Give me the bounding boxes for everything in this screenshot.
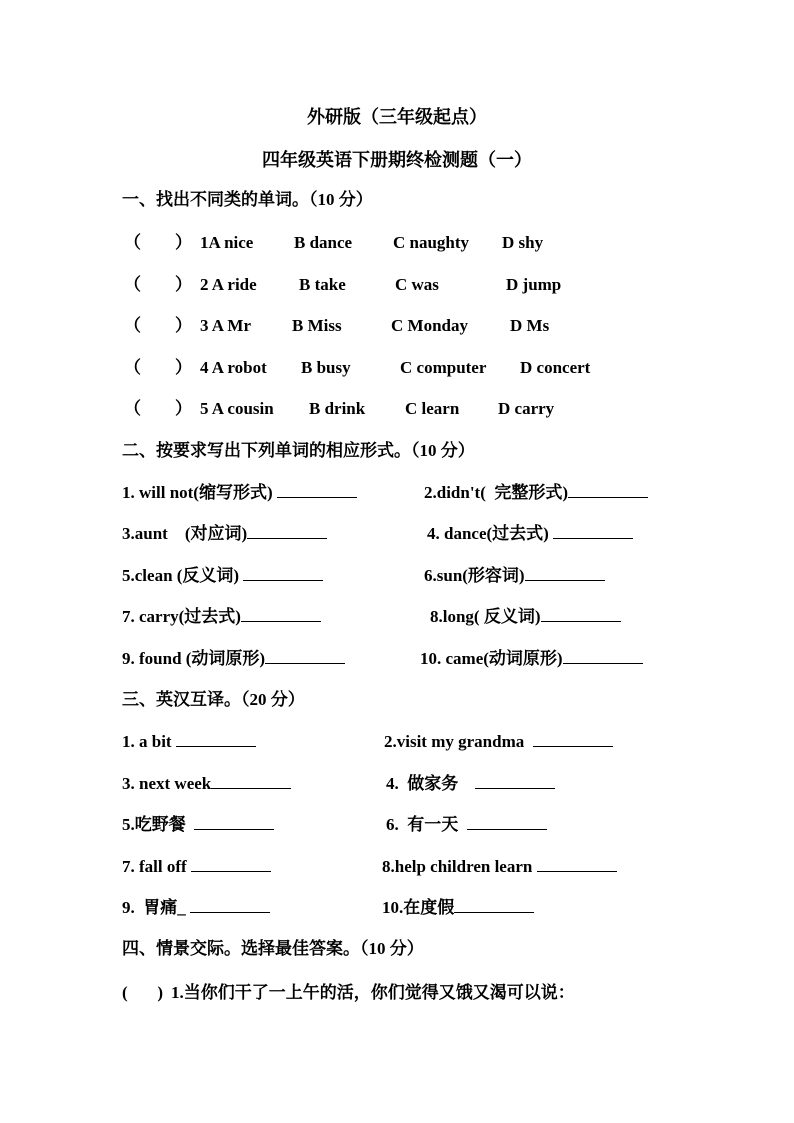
- question-left: [122, 774, 291, 794]
- option-d: D jump: [506, 275, 562, 294]
- question-left: [122, 566, 323, 586]
- section-3-heading: 三、英汉互译。（20 分）: [122, 690, 305, 709]
- question-right: [430, 607, 621, 627]
- answer-blank[interactable]: [475, 774, 555, 789]
- option-b: B take: [299, 275, 346, 294]
- option-d: D Ms: [510, 316, 550, 335]
- option-b: B dance: [294, 233, 353, 252]
- option-b: B Miss: [292, 316, 342, 335]
- question-text: 5.吃野餐: [122, 815, 195, 834]
- question-left: [122, 649, 345, 669]
- answer-paren[interactable]: （ ）: [124, 316, 192, 335]
- section-1-heading: 一、找出不同类的单词。（10 分）: [122, 190, 373, 209]
- answer-blank[interactable]: [541, 607, 621, 622]
- answer-paren[interactable]: （ ）: [124, 233, 192, 252]
- answer-blank[interactable]: [467, 815, 547, 830]
- answer-blank[interactable]: [525, 566, 605, 581]
- answer-blank[interactable]: [454, 898, 534, 913]
- question-left: [122, 732, 256, 752]
- question-text: 2.visit my grandma: [384, 732, 533, 751]
- answer-blank[interactable]: [563, 649, 643, 664]
- question-text: 9. 胃痛_: [122, 898, 190, 917]
- option-c: C was: [395, 275, 439, 294]
- question-right: [424, 566, 605, 586]
- option-b: B drink: [309, 399, 366, 418]
- question-right: [427, 524, 633, 544]
- question-text: 7. carry(过去式): [122, 607, 241, 626]
- question-text: 7. fall off: [122, 857, 191, 876]
- question-text: 8.long( 反义词): [430, 607, 541, 626]
- section-2-heading: 二、按要求写出下列单词的相应形式。（10 分）: [122, 441, 475, 460]
- question-text: 9. found (动词原形): [122, 649, 266, 668]
- answer-blank[interactable]: [194, 815, 274, 830]
- answer-paren[interactable]: ( ): [122, 983, 164, 1002]
- question-text: 2.didn't( 完整形式): [424, 483, 569, 502]
- option-b: B busy: [301, 358, 351, 377]
- question-left: [122, 898, 270, 918]
- answer-blank[interactable]: [553, 524, 633, 539]
- answer-paren[interactable]: （ ）: [124, 358, 192, 377]
- section-4-heading: 四、情景交际。选择最佳答案。（10 分）: [122, 939, 424, 958]
- question-left: [122, 483, 357, 503]
- question-text: 6.sun(形容词): [424, 566, 525, 585]
- answer-blank[interactable]: [241, 607, 321, 622]
- question-left: [122, 857, 271, 877]
- option-c: C Monday: [391, 316, 468, 335]
- option-a: 3 A Mr: [200, 316, 251, 335]
- answer-blank[interactable]: [265, 649, 345, 664]
- page-title-publisher: 外研版（三年级起点）: [307, 107, 487, 127]
- answer-blank[interactable]: [243, 566, 323, 581]
- question-text: 1.当你们干了一上午的活，你们觉得又饿又渴可以说：: [171, 983, 575, 1002]
- question-right: [384, 732, 613, 752]
- question-text: 8.help children learn: [382, 857, 537, 876]
- question-text: 4. dance(过去式): [427, 524, 554, 543]
- question-text: 5.clean (反义词): [122, 566, 244, 585]
- option-d: D concert: [520, 358, 591, 377]
- question-left: [122, 524, 327, 544]
- question-text: 3. next week: [122, 774, 212, 793]
- question-text: 10.在度假: [382, 898, 455, 917]
- option-d: D carry: [498, 399, 555, 418]
- answer-blank[interactable]: [537, 857, 617, 872]
- answer-blank[interactable]: [211, 774, 291, 789]
- option-c: C learn: [405, 399, 460, 418]
- answer-blank[interactable]: [190, 898, 270, 913]
- answer-paren[interactable]: （ ）: [124, 275, 192, 294]
- option-d: D shy: [502, 233, 544, 252]
- question-text: 3.aunt (对应词): [122, 524, 248, 543]
- question-right: [382, 857, 617, 877]
- answer-blank[interactable]: [533, 732, 613, 747]
- page-title-exam: 四年级英语下册期终检测题（一）: [262, 150, 532, 170]
- question-text: 4. 做家务: [386, 774, 476, 793]
- question-right: [420, 649, 643, 669]
- question-right: [386, 815, 547, 835]
- question-text: 1. a bit: [122, 732, 176, 751]
- option-a: 2 A ride: [200, 275, 257, 294]
- option-c: C naughty: [393, 233, 470, 252]
- option-c: C computer: [400, 358, 487, 377]
- answer-blank[interactable]: [568, 483, 648, 498]
- answer-paren[interactable]: （ ）: [124, 399, 192, 418]
- question-left: [122, 815, 274, 835]
- question-right: [386, 774, 555, 794]
- answer-blank[interactable]: [277, 483, 357, 498]
- question-left: [122, 607, 321, 627]
- answer-blank[interactable]: [247, 524, 327, 539]
- question-text: 10. came(动词原形): [420, 649, 563, 668]
- answer-blank[interactable]: [176, 732, 256, 747]
- option-a: 5 A cousin: [200, 399, 274, 418]
- question-right: [424, 483, 648, 503]
- answer-blank[interactable]: [191, 857, 271, 872]
- option-a: 4 A robot: [200, 358, 267, 377]
- question-text: 6. 有一天: [386, 815, 467, 834]
- question-right: [382, 898, 534, 918]
- option-a: 1A nice: [200, 233, 254, 252]
- question-text: 1. will not(缩写形式): [122, 483, 277, 502]
